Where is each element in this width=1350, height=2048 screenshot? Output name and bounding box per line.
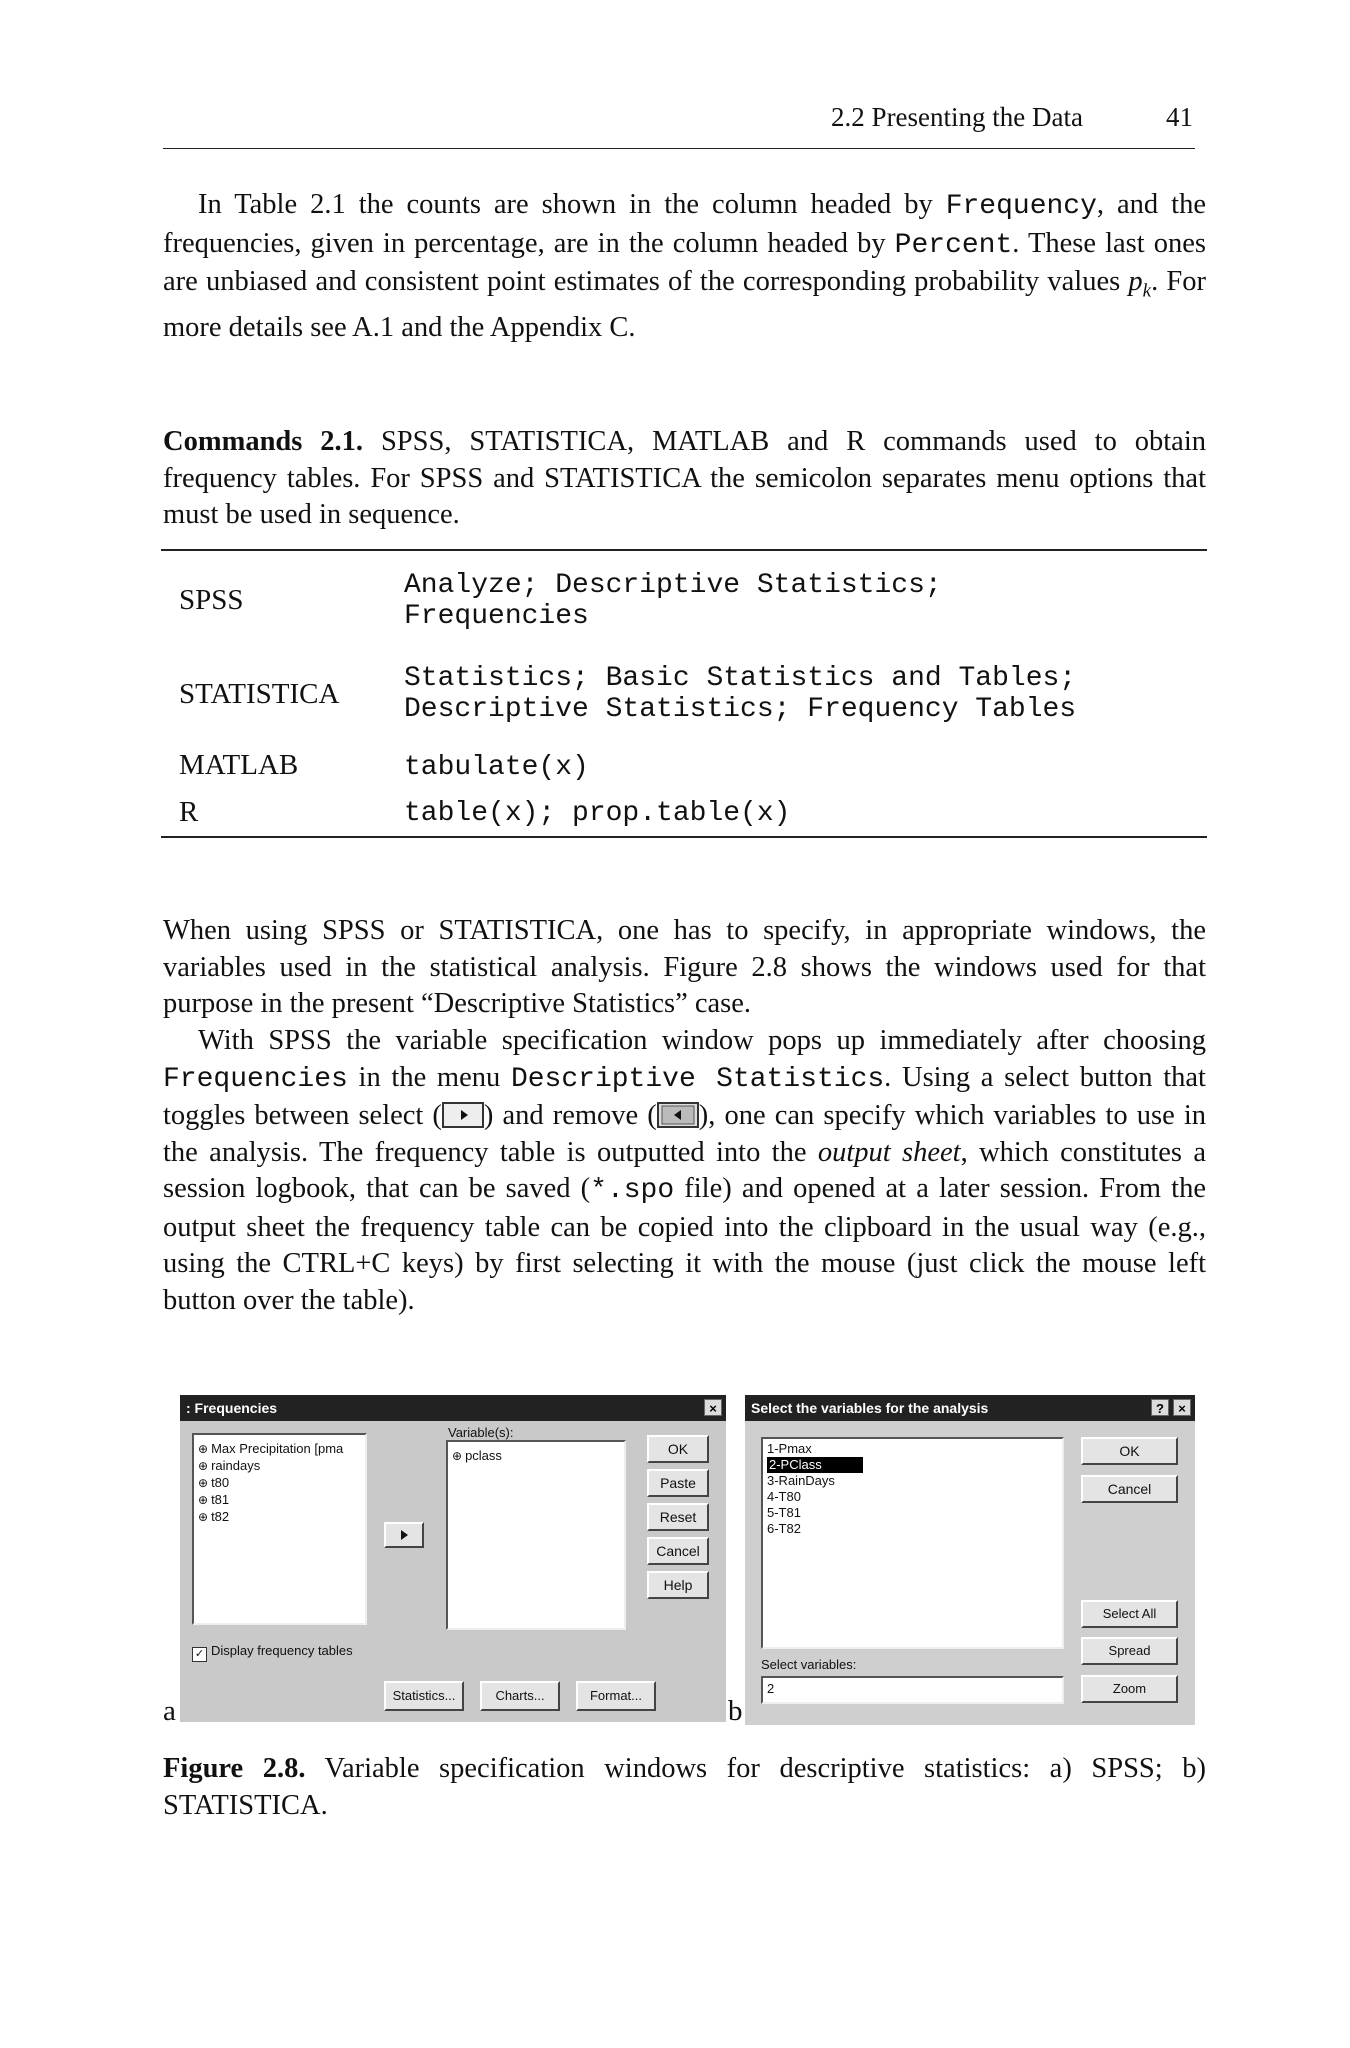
scale-variable-icon: ⊕: [198, 1459, 209, 1473]
arrow-right-icon: [386, 1524, 422, 1546]
para1-text-2: , and the frequencies, given in percentage, are in the column headed by: [163, 189, 1206, 259]
list-item[interactable]: 4-T80: [767, 1489, 801, 1504]
statistica-select-variables-dialog: [745, 1395, 1195, 1725]
list-item[interactable]: ⊕ t82: [198, 1509, 230, 1524]
spss-display-frequency-checkbox[interactable]: ✓ Display frequency tables: [192, 1643, 353, 1662]
para1-pk: p: [1128, 266, 1143, 297]
para1-code-percent: Percent: [894, 229, 1013, 261]
statistica-titlebar: Select the variables for the analysis: [745, 1395, 1195, 1421]
selected-variable[interactable]: 2-PClass: [767, 1457, 863, 1473]
spss-format-button[interactable]: Format...: [576, 1681, 656, 1711]
para3-text-7: file) and opened at a later session. From the output sheet the frequency table can be copied into the clipboard in the usual way (e.g., using the CTRL+C keys) by first selecting it with the mouse (just click the mouse left button over the table).: [163, 1173, 1206, 1316]
para3-text-1: With SPSS the variable specification window pops up immediately after choosing: [198, 1025, 1206, 1056]
list-item[interactable]: 5-T81: [767, 1505, 801, 1520]
cmd-code-r: table(x); prop.table(x): [404, 798, 791, 829]
statistica-select-input[interactable]: 2: [761, 1676, 1064, 1704]
scale-variable-icon: ⊕: [198, 1493, 209, 1507]
para1-text-1: In Table 2.1 the counts are shown in the column headed by: [198, 189, 946, 220]
commands-caption: [163, 424, 1206, 534]
statistica-zoom-button[interactable]: Zoom: [1081, 1675, 1178, 1703]
figure-caption-label: Figure 2.8.: [163, 1753, 306, 1784]
spss-cancel-button[interactable]: Cancel: [647, 1537, 709, 1565]
paragraph-2: When using SPSS or STATISTICA, one has to specify, in appropriate windows, the variables used in the statistical analysis. Figure 2.8 shows the windows used for that purpose in the present “Descriptive Statistics” case.: [163, 915, 1206, 1019]
spss-titlebar: : Frequencies: [180, 1395, 726, 1421]
spss-close-icon[interactable]: ×: [704, 1399, 722, 1416]
list-item[interactable]: ⊕ t81: [198, 1492, 230, 1507]
statistica-cancel-button[interactable]: Cancel: [1081, 1475, 1178, 1503]
para1-text-4: . For more details see A.1 and the Appendix C.: [163, 266, 1206, 344]
spss-frequencies-dialog: [180, 1395, 726, 1722]
statistica-help-icon[interactable]: ?: [1151, 1399, 1169, 1416]
statistica-select-all-button[interactable]: Select All: [1081, 1600, 1178, 1628]
paragraph-1: [163, 187, 1206, 347]
figure-letter-a: a: [163, 1695, 176, 1727]
para3-code-descriptive-statistics: Descriptive Statistics: [510, 1063, 885, 1095]
spss-charts-button[interactable]: Charts...: [480, 1681, 560, 1711]
spss-statistics-button[interactable]: Statistics...: [384, 1681, 464, 1711]
statistica-select-label: Select variables:: [761, 1657, 857, 1672]
figure-letter-b: b: [728, 1695, 743, 1727]
para3-text-6: , which constitutes a session logbook, that can be saved (: [163, 1136, 1206, 1204]
para3-code-spo: *.spo: [590, 1175, 675, 1206]
spss-paste-button[interactable]: Paste: [647, 1469, 709, 1497]
remove-arrow-icon: [657, 1102, 699, 1128]
list-item[interactable]: 6-T82: [767, 1521, 801, 1536]
running-header-section: 2.2 Presenting the Data: [831, 102, 1083, 132]
running-header: [163, 98, 1195, 149]
para3-italic-output-sheet: output sheet: [817, 1136, 961, 1168]
cmd-label-spss: SPSS: [179, 584, 244, 616]
para3-code-frequencies: Frequencies: [163, 1063, 348, 1095]
select-arrow-icon: [442, 1102, 484, 1128]
commands-table: [161, 549, 1207, 838]
statistica-spread-button[interactable]: Spread: [1081, 1637, 1178, 1665]
spss-help-button[interactable]: Help: [647, 1571, 709, 1599]
spss-variables-label: Variable(s):: [448, 1425, 514, 1440]
scale-variable-icon: ⊕: [198, 1442, 209, 1456]
para1-pk-subscript: k: [1142, 280, 1152, 302]
list-item[interactable]: ⊕ raindays: [198, 1458, 261, 1473]
list-item[interactable]: [767, 1457, 863, 1473]
scale-variable-icon: ⊕: [452, 1449, 463, 1463]
cmd-code-matlab: tabulate(x): [404, 752, 589, 783]
page-number: 41: [1166, 102, 1193, 132]
scale-variable-icon: ⊕: [198, 1476, 209, 1490]
para1-text-3: . These last ones are unbiased and consistent point estimates of the corresponding probability values: [163, 227, 1206, 297]
cmd-label-r: R: [179, 796, 199, 828]
statistica-close-icon[interactable]: ×: [1173, 1399, 1191, 1416]
para3-text-2: in the menu: [347, 1061, 511, 1093]
cmd-label-statistica: STATISTICA: [179, 678, 340, 710]
para3-text-4: ) and remove (: [483, 1100, 657, 1131]
commands-text: SPSS, STATISTICA, MATLAB and R commands used to obtain frequency tables. For SPSS and STATISTICA the semicolon separates menu options that must be used in sequence.: [163, 426, 1207, 530]
list-item[interactable]: 1-Pmax: [767, 1441, 812, 1456]
cmd-code-statistica: Statistics; Basic Statistics and Tables; Descriptive Statistics; Frequency Tables: [404, 663, 1077, 725]
list-item[interactable]: ⊕ pclass: [452, 1448, 502, 1463]
commands-label: Commands 2.1.: [163, 426, 364, 457]
cmd-label-matlab: MATLAB: [179, 749, 299, 781]
spss-source-variable-list[interactable]: [192, 1433, 367, 1625]
checkbox-checked-icon[interactable]: ✓: [192, 1647, 207, 1662]
scale-variable-icon: ⊕: [198, 1510, 209, 1524]
para3-text-5: ), one can specify which variables to use in the analysis. The frequency table is outputted into the: [163, 1100, 1206, 1168]
cmd-code-spss: Analyze; Descriptive Statistics; Frequencies: [404, 570, 942, 632]
spss-select-arrow-button[interactable]: [384, 1522, 424, 1548]
list-item[interactable]: 3-RainDays: [767, 1473, 835, 1488]
paragraph-3: [163, 1023, 1206, 1319]
spss-reset-button[interactable]: Reset: [647, 1503, 709, 1531]
figure-caption: [163, 1751, 1206, 1824]
para1-code-frequency: Frequency: [945, 191, 1097, 222]
spss-selected-variable-list[interactable]: [446, 1440, 626, 1630]
list-item[interactable]: ⊕ t80: [198, 1475, 230, 1490]
figure-caption-text: Variable specification windows for descriptive statistics: a) SPSS; b) STATISTICA.: [163, 1753, 1206, 1821]
list-item[interactable]: ⊕ Max Precipitation [pma: [198, 1441, 344, 1456]
para3-text-3: . Using a select button that toggles between select (: [163, 1061, 1206, 1131]
spss-ok-button[interactable]: OK: [647, 1435, 709, 1463]
statistica-variable-list[interactable]: [761, 1437, 1064, 1649]
statistica-ok-button[interactable]: OK: [1081, 1437, 1178, 1465]
